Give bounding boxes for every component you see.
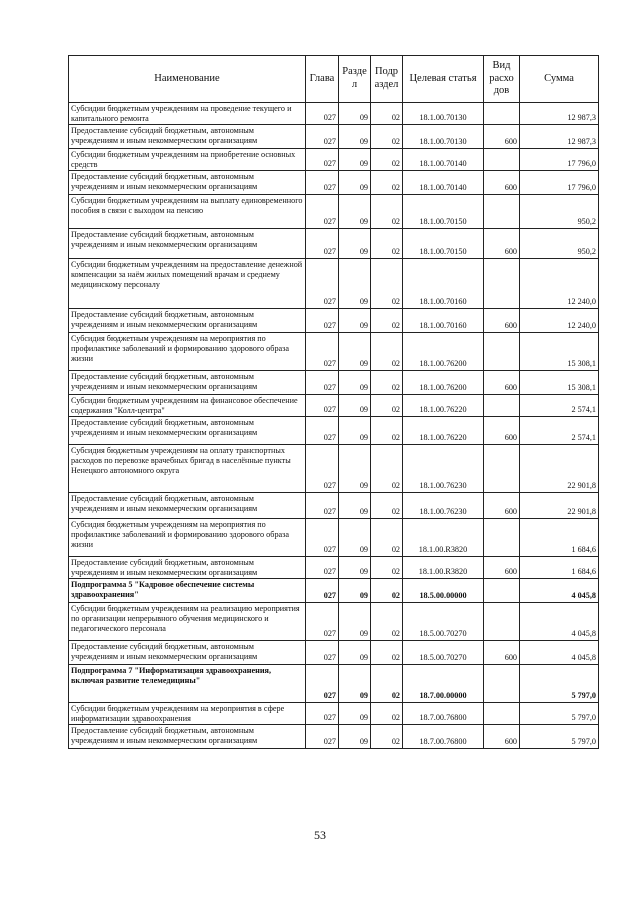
cell-podrazdel: 02 xyxy=(371,371,403,395)
table-row xyxy=(69,149,599,171)
cell-statya: 18.1.00.70130 xyxy=(403,103,484,125)
cell-name: Субсидии бюджетным учреждениям на приобретение основных средств xyxy=(69,149,306,171)
cell-podrazdel: 02 xyxy=(371,417,403,445)
table-row xyxy=(69,395,599,417)
cell-vid xyxy=(484,259,520,309)
cell-name: Предоставление субсидий бюджетным, автономным учреждениям и иным некоммерческим организациям xyxy=(69,309,306,333)
table-row xyxy=(69,703,599,725)
cell-statya: 18.7.00.00000 xyxy=(403,665,484,703)
table-row xyxy=(69,333,599,371)
cell-glava: 027 xyxy=(306,195,339,229)
cell-vid xyxy=(484,103,520,125)
header-statya: Целевая статья xyxy=(403,56,484,103)
cell-summa: 15 308,1 xyxy=(520,333,599,371)
header-glava: Глава xyxy=(306,56,339,103)
cell-razdel: 09 xyxy=(339,579,371,603)
cell-vid xyxy=(484,149,520,171)
table-header-row xyxy=(69,56,599,103)
cell-glava: 027 xyxy=(306,149,339,171)
cell-vid: 600 xyxy=(484,557,520,579)
header-summa: Сумма xyxy=(520,56,599,103)
cell-statya: 18.1.00.70160 xyxy=(403,309,484,333)
cell-glava: 027 xyxy=(306,103,339,125)
cell-podrazdel: 02 xyxy=(371,665,403,703)
cell-glava: 027 xyxy=(306,725,339,749)
cell-razdel: 09 xyxy=(339,641,371,665)
cell-vid: 600 xyxy=(484,371,520,395)
cell-razdel: 09 xyxy=(339,195,371,229)
cell-podrazdel: 02 xyxy=(371,725,403,749)
cell-statya: 18.1.00.76200 xyxy=(403,333,484,371)
cell-glava: 027 xyxy=(306,557,339,579)
cell-name: Субсидия бюджетным учреждениям на мероприятия по профилактике заболеваний и формированию здорового образа жизни xyxy=(69,333,306,371)
cell-name: Предоставление субсидий бюджетным, автономным учреждениям и иным некоммерческим организациям xyxy=(69,557,306,579)
cell-vid: 600 xyxy=(484,229,520,259)
cell-glava: 027 xyxy=(306,665,339,703)
table-row xyxy=(69,371,599,395)
cell-statya: 18.1.00.R3820 xyxy=(403,557,484,579)
cell-razdel: 09 xyxy=(339,333,371,371)
cell-summa: 17 796,0 xyxy=(520,149,599,171)
cell-podrazdel: 02 xyxy=(371,703,403,725)
cell-statya: 18.1.00.R3820 xyxy=(403,519,484,557)
cell-statya: 18.5.00.00000 xyxy=(403,579,484,603)
cell-summa: 1 684,6 xyxy=(520,519,599,557)
cell-name: Предоставление субсидий бюджетным, автономным учреждениям и иным некоммерческим организациям xyxy=(69,417,306,445)
cell-statya: 18.1.00.70140 xyxy=(403,171,484,195)
cell-podrazdel: 02 xyxy=(371,579,403,603)
cell-summa: 2 574,1 xyxy=(520,417,599,445)
cell-podrazdel: 02 xyxy=(371,259,403,309)
cell-glava: 027 xyxy=(306,417,339,445)
table-row xyxy=(69,665,599,703)
cell-podrazdel: 02 xyxy=(371,149,403,171)
cell-podrazdel: 02 xyxy=(371,125,403,149)
cell-summa: 12 240,0 xyxy=(520,309,599,333)
cell-statya: 18.1.00.76230 xyxy=(403,493,484,519)
cell-vid xyxy=(484,395,520,417)
cell-glava: 027 xyxy=(306,493,339,519)
cell-vid xyxy=(484,519,520,557)
cell-statya: 18.1.00.76220 xyxy=(403,417,484,445)
cell-razdel: 09 xyxy=(339,493,371,519)
cell-podrazdel: 02 xyxy=(371,195,403,229)
cell-razdel: 09 xyxy=(339,725,371,749)
cell-glava: 027 xyxy=(306,229,339,259)
cell-razdel: 09 xyxy=(339,371,371,395)
cell-glava: 027 xyxy=(306,371,339,395)
cell-podrazdel: 02 xyxy=(371,641,403,665)
table-row xyxy=(69,309,599,333)
cell-podrazdel: 02 xyxy=(371,603,403,641)
budget-table xyxy=(68,55,599,749)
cell-razdel: 09 xyxy=(339,125,371,149)
cell-razdel: 09 xyxy=(339,703,371,725)
cell-vid xyxy=(484,665,520,703)
cell-razdel: 09 xyxy=(339,309,371,333)
cell-statya: 18.1.00.70160 xyxy=(403,259,484,309)
header-name: Наименование xyxy=(69,56,306,103)
header-razdel: Разде л xyxy=(339,56,371,103)
table-row xyxy=(69,259,599,309)
table-row xyxy=(69,519,599,557)
cell-summa: 22 901,8 xyxy=(520,445,599,493)
cell-podrazdel: 02 xyxy=(371,103,403,125)
cell-glava: 027 xyxy=(306,395,339,417)
cell-name: Подпрограмма 5 "Кадровое обеспечение системы здравоохранения" xyxy=(69,579,306,603)
cell-razdel: 09 xyxy=(339,603,371,641)
table-row xyxy=(69,493,599,519)
cell-summa: 4 045,8 xyxy=(520,641,599,665)
cell-statya: 18.5.00.70270 xyxy=(403,603,484,641)
cell-statya: 18.5.00.70270 xyxy=(403,641,484,665)
cell-podrazdel: 02 xyxy=(371,519,403,557)
cell-name: Субсидия бюджетным учреждениям на мероприятия по профилактике заболеваний и формированию здорового образа жизни xyxy=(69,519,306,557)
cell-statya: 18.1.00.70130 xyxy=(403,125,484,149)
cell-summa: 950,2 xyxy=(520,229,599,259)
cell-vid: 600 xyxy=(484,125,520,149)
cell-statya: 18.1.00.70140 xyxy=(403,149,484,171)
cell-vid: 600 xyxy=(484,417,520,445)
table-row xyxy=(69,445,599,493)
cell-razdel: 09 xyxy=(339,229,371,259)
cell-vid xyxy=(484,603,520,641)
table-row xyxy=(69,229,599,259)
cell-name: Субсидии бюджетным учреждениям на предоставление денежной компенсации за наём жилых помещений врачам и среднему медицинскому персоналу xyxy=(69,259,306,309)
cell-vid: 600 xyxy=(484,493,520,519)
cell-podrazdel: 02 xyxy=(371,445,403,493)
cell-statya: 18.7.00.76800 xyxy=(403,725,484,749)
table-row xyxy=(69,557,599,579)
table-row xyxy=(69,579,599,603)
cell-glava: 027 xyxy=(306,171,339,195)
cell-vid: 600 xyxy=(484,171,520,195)
cell-glava: 027 xyxy=(306,603,339,641)
cell-podrazdel: 02 xyxy=(371,171,403,195)
cell-summa: 12 240,0 xyxy=(520,259,599,309)
cell-summa: 22 901,8 xyxy=(520,493,599,519)
cell-glava: 027 xyxy=(306,445,339,493)
cell-glava: 027 xyxy=(306,703,339,725)
cell-glava: 027 xyxy=(306,519,339,557)
cell-razdel: 09 xyxy=(339,665,371,703)
cell-name: Субсидии бюджетным учреждениям на выплату единовременного пособия в связи с выходом на пенсию xyxy=(69,195,306,229)
cell-vid: 600 xyxy=(484,641,520,665)
cell-summa: 4 045,8 xyxy=(520,579,599,603)
cell-vid xyxy=(484,579,520,603)
cell-name: Субсидии бюджетным учреждениям на реализацию мероприятия по организации непрерывного обучения медицинского и педагогического персонала xyxy=(69,603,306,641)
table-row xyxy=(69,195,599,229)
cell-name: Субсидии бюджетным учреждениям на мероприятия в сфере информатизации здравоохранения xyxy=(69,703,306,725)
table-body xyxy=(69,103,599,749)
cell-summa: 1 684,6 xyxy=(520,557,599,579)
cell-razdel: 09 xyxy=(339,259,371,309)
cell-summa: 5 797,0 xyxy=(520,665,599,703)
cell-glava: 027 xyxy=(306,309,339,333)
cell-vid xyxy=(484,445,520,493)
header-podrazdel: Подр аздел xyxy=(371,56,403,103)
cell-razdel: 09 xyxy=(339,395,371,417)
table-row xyxy=(69,171,599,195)
cell-statya: 18.1.00.70150 xyxy=(403,229,484,259)
cell-summa: 12 987,3 xyxy=(520,125,599,149)
cell-name: Субсидия бюджетным учреждениям на оплату транспортных расходов по перевозке врачебных бригад в населённые пункты Ненецкого автономного округа xyxy=(69,445,306,493)
cell-summa: 5 797,0 xyxy=(520,703,599,725)
cell-summa: 12 987,3 xyxy=(520,103,599,125)
cell-glava: 027 xyxy=(306,641,339,665)
cell-razdel: 09 xyxy=(339,149,371,171)
table-row xyxy=(69,417,599,445)
cell-name: Предоставление субсидий бюджетным, автономным учреждениям и иным некоммерческим организациям xyxy=(69,125,306,149)
cell-razdel: 09 xyxy=(339,171,371,195)
cell-name: Предоставление субсидий бюджетным, автономным учреждениям и иным некоммерческим организациям xyxy=(69,493,306,519)
cell-razdel: 09 xyxy=(339,557,371,579)
cell-glava: 027 xyxy=(306,333,339,371)
cell-summa: 5 797,0 xyxy=(520,725,599,749)
cell-name: Предоставление субсидий бюджетным, автономным учреждениям и иным некоммерческим организациям xyxy=(69,371,306,395)
table-row xyxy=(69,125,599,149)
cell-razdel: 09 xyxy=(339,417,371,445)
table-row xyxy=(69,603,599,641)
cell-podrazdel: 02 xyxy=(371,309,403,333)
cell-vid: 600 xyxy=(484,725,520,749)
header-vid: Вид расхо дов xyxy=(484,56,520,103)
cell-razdel: 09 xyxy=(339,445,371,493)
table-row xyxy=(69,103,599,125)
table-row xyxy=(69,725,599,749)
cell-podrazdel: 02 xyxy=(371,333,403,371)
cell-name: Предоставление субсидий бюджетным, автономным учреждениям и иным некоммерческим организациям xyxy=(69,641,306,665)
table-row xyxy=(69,641,599,665)
cell-name: Предоставление субсидий бюджетным, автономным учреждениям и иным некоммерческим организациям xyxy=(69,229,306,259)
cell-razdel: 09 xyxy=(339,103,371,125)
cell-podrazdel: 02 xyxy=(371,493,403,519)
cell-vid xyxy=(484,333,520,371)
cell-glava: 027 xyxy=(306,259,339,309)
cell-summa: 17 796,0 xyxy=(520,171,599,195)
cell-glava: 027 xyxy=(306,579,339,603)
cell-name: Субсидии бюджетным учреждениям на проведение текущего и капитального ремонта xyxy=(69,103,306,125)
cell-podrazdel: 02 xyxy=(371,229,403,259)
cell-summa: 950,2 xyxy=(520,195,599,229)
cell-statya: 18.1.00.76230 xyxy=(403,445,484,493)
document-page xyxy=(68,55,598,749)
page-number: 53 xyxy=(314,828,326,842)
cell-summa: 2 574,1 xyxy=(520,395,599,417)
cell-statya: 18.1.00.70150 xyxy=(403,195,484,229)
cell-name: Субсидии бюджетным учреждениям на финансовое обеспечение содержания "Колл-центра" xyxy=(69,395,306,417)
cell-vid: 600 xyxy=(484,309,520,333)
cell-summa: 4 045,8 xyxy=(520,603,599,641)
cell-glava: 027 xyxy=(306,125,339,149)
cell-statya: 18.1.00.76220 xyxy=(403,395,484,417)
cell-name: Подпрограмма 7 "Информатизация здравоохранения, включая развитие телемедицины" xyxy=(69,665,306,703)
cell-podrazdel: 02 xyxy=(371,395,403,417)
cell-statya: 18.7.00.76800 xyxy=(403,703,484,725)
cell-summa: 15 308,1 xyxy=(520,371,599,395)
cell-statya: 18.1.00.76200 xyxy=(403,371,484,395)
cell-podrazdel: 02 xyxy=(371,557,403,579)
cell-razdel: 09 xyxy=(339,519,371,557)
cell-name: Предоставление субсидий бюджетным, автономным учреждениям и иным некоммерческим организациям xyxy=(69,725,306,749)
cell-vid xyxy=(484,195,520,229)
cell-vid xyxy=(484,703,520,725)
cell-name: Предоставление субсидий бюджетным, автономным учреждениям и иным некоммерческим организациям xyxy=(69,171,306,195)
